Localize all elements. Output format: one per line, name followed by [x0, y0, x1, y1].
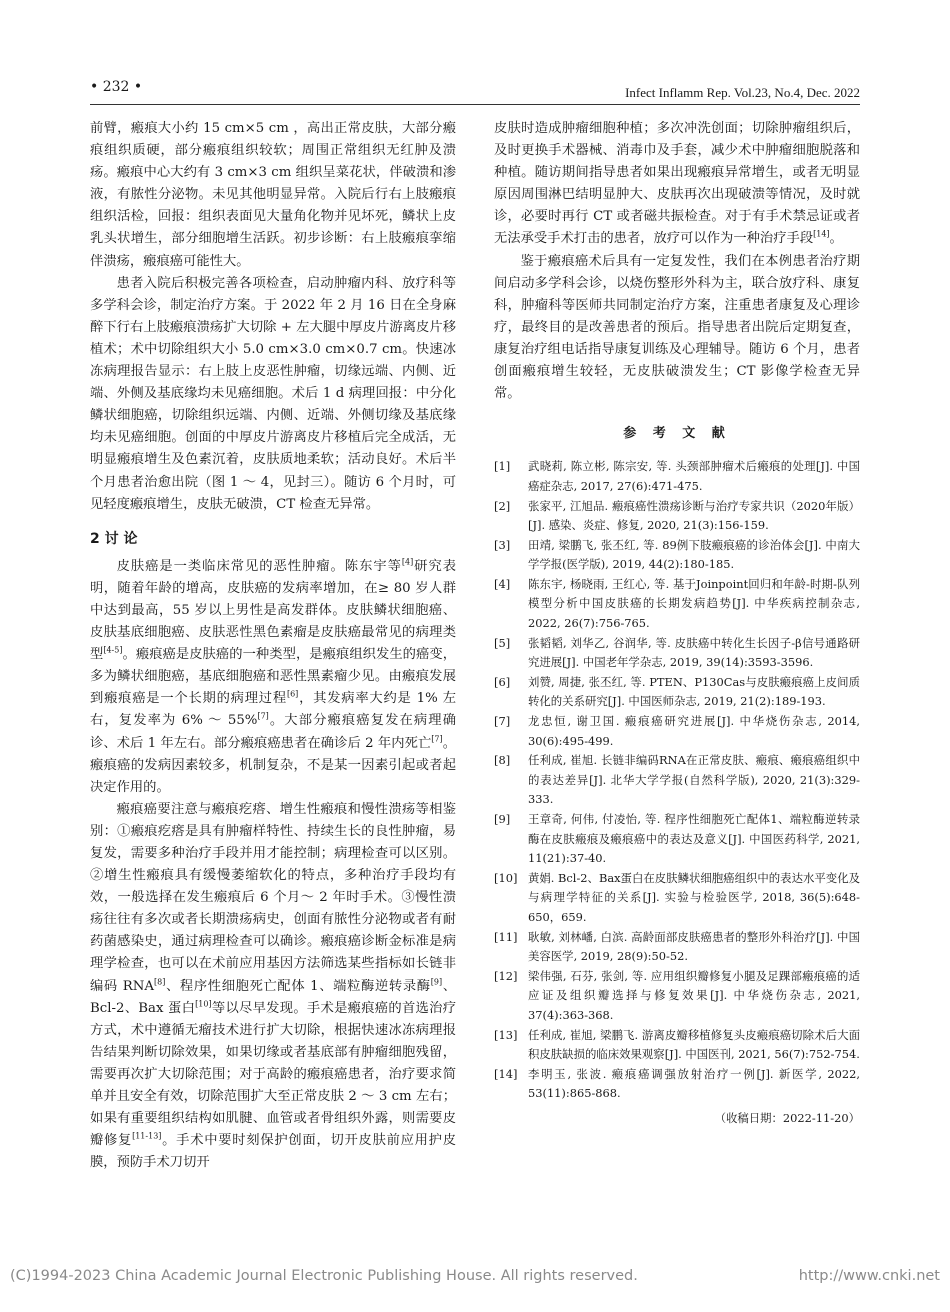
citation: [8]: [153, 977, 166, 987]
reference-number: [3]: [494, 537, 511, 552]
reference-number: [4]: [494, 576, 511, 591]
header-rule: [90, 104, 860, 105]
reference-number: [8]: [494, 753, 511, 768]
reference-item: [494, 1065, 860, 1104]
reference-text: 龙忠恒, 谢卫国. 瘢痕癌研究进展[J]. 中华烧伤杂志, 2014, 30(6):495-499.: [528, 714, 860, 748]
copyright-footer: [0, 1268, 950, 1284]
discussion-paragraph-3: 皮肤时造成肿瘤细胞种植；多次冲洗创面；切除肿瘤组织后，及时更换手术器械、消毒巾及手套，减少术中肿瘤细胞脱落和种植。随访期间指导患者如果出现瘢痕异常增生，或者无明显原因周围淋巴结明显肿大、皮肤再次出现破溃等情况，及时就诊，必要时再行 CT 或者磁共振检查。对于有手术禁忌证或者无法承受手术打击的患者，放疗可以作为一种治疗手段[14]。: [494, 121, 860, 247]
reference-number: [11]: [494, 929, 518, 944]
reference-text: 耿敏, 刘林嶓, 白滨. 高龄面部皮肤癌患者的整形外科治疗[J]. 中国美容医学, 2019, 28(9):50-52.: [528, 929, 860, 964]
reference-text: 王章奇, 何伟, 付凌怡, 等. 程序性细胞死亡配体1、端粒酶逆转录酶在皮肤瘢痕及瘢痕癌中的表达及意义[J]. 中国医药科学, 2021, 11(21):37-40.: [528, 812, 860, 866]
reference-item: [494, 457, 860, 496]
received-date: （收稿日期：2022-11-20）: [714, 1110, 860, 1125]
right-column: [494, 118, 860, 1129]
reference-number: [1]: [494, 459, 511, 474]
reference-list: [494, 457, 860, 1104]
copyright-notice: (C)1994-2023 China Academic Journal Electronic Publishing House. All rights reserved.: [10, 1268, 638, 1284]
reference-number: [14]: [494, 1066, 518, 1081]
reference-item: [494, 869, 860, 928]
reference-number: [5]: [494, 635, 511, 650]
reference-text: 李明玉, 张波. 瘢痕癌调强放射治疗一例[J]. 新医学, 2022, 53(11):865-868.: [528, 1066, 860, 1101]
discussion-paragraph-4: 鉴于瘢痕癌术后具有一定复发性，我们在本例患者治疗期间启动多学科会诊，以烧伤整形外科为主，联合放疗科、康复科，肿瘤科等医师共同制定治疗方案，注重患者康复及心理诊疗，最终目的是改善患者的预后。指导患者出院后定期复查，康复治疗组电话指导康复训练及心理辅导。随访 6 个月，患者创面瘢痕增生较轻，无皮肤破溃发生；CT 影像学检查无异常。: [494, 253, 860, 402]
reference-number: [2]: [494, 498, 511, 513]
reference-item: [494, 634, 860, 673]
reference-number: [12]: [494, 968, 518, 983]
citation: [11-13]: [132, 1131, 162, 1141]
citation: [10]: [195, 999, 212, 1009]
citation: [14]: [813, 230, 830, 240]
reference-text: 武晓莉, 陈立彬, 陈宗安, 等. 头颈部肿瘤术后瘢痕的处理[J]. 中国癌症杂志, 2017, 27(6):471-475.: [528, 459, 860, 493]
reference-item: [494, 712, 860, 751]
reference-text: 任利成, 崔旭, 梁鹏飞. 游离皮瓣移植修复头皮瘢痕癌切除术后大面积皮肤缺损的临床效果观察[J]. 中国医刊, 2021, 56(7):752-754.: [528, 1027, 860, 1062]
reference-text: 田靖, 梁鹏飞, 张丕红, 等. 89例下肢瘢痕癌的诊治体会[J]. 中南大学学报(医学版), 2019, 44(2):180-185.: [528, 537, 860, 572]
discussion-paragraph-2: 瘢痕癌要注意与瘢痕疙瘩、增生性瘢痕和慢性溃疡等相鉴别：①瘢痕疙瘩是具有肿瘤样特性、持续生长的良性肿瘤，易复发，需要多种治疗手段并用才能控制；病理检查可以区别。②增生性瘢痕具有缓慢萎缩软化的特点，多种治疗手段均有效，一般选择在发生瘢痕后 6 个月～ 2 年时手术。③慢性溃疡往往有多次或者长期溃疡病史，创面有脓性分泌物或者有耐药菌感染史，通过病理检查可以确诊。瘢痕癌诊断金标准是病理学检查，也可以在术前应用基因方法筛选某些指标如长链非编码 RNA[8]、程序性细胞死亡配体 1、端粒酶逆转录酶[9]、Bcl-2、Bax 蛋白[10]等以尽早发现。手术是瘢痕癌的首选治疗方式，术中遵循无瘤技术进行扩大切除，根据快速冰冻病理报告结果判断切除效果，如果切缘或者基底部有肿瘤细胞残留，需要再次扩大切除范围；对于高龄的瘢痕癌患者，治疗要求简单并且安全有效，切除范围扩大至正常皮肤 2 ～ 3 cm 左右；如果有重要组织结构如肌腱、血管或者骨组织外露，则需要皮瓣修复[11-13]。手术中要时刻保护创面，切开皮肤前应用护皮膜，预防手术刀切开: [90, 801, 457, 1171]
reference-number: [9]: [494, 812, 511, 826]
reference-text: 张家平, 江旭品. 瘢痕癌性溃疡诊断与治疗专家共识（2020年版）[J]. 感染、炎症、修复, 2020, 21(3):156-159.: [528, 498, 860, 533]
reference-number: [7]: [494, 714, 511, 729]
reference-number: [6]: [494, 674, 511, 689]
reference-item: [494, 751, 860, 810]
reference-number: [10]: [494, 870, 518, 885]
reference-text: 任利成, 崔旭. 长链非编码RNA在正常皮肤、瘢痕、瘢痕癌组织中的表达差异[J]. 北华大学学报(自然科学版), 2020, 21(3):329-333.: [528, 753, 860, 807]
discussion-paragraph-1: 皮肤癌是一类临床常见的恶性肿瘤。陈东宇等[4]研究表明，随着年龄的增高，皮肤癌的发病率增加，在≥ 80 岁人群中达到最高，55 岁以上男性是高发群体。皮肤鳞状细胞癌、皮肤基底细胞癌、皮肤恶性黑色素瘤是皮肤癌最常见的病理类型[4-5]。瘢痕癌是皮肤癌的一种类型，是瘢痕组织发生的癌变，多为鳞状细胞癌，基底细胞癌和恶性黑素瘤少见。由瘢痕发展到瘢痕癌是一个长期的病理过程[6]，其发病率大约是 1% 左右，复发率为 6% ～ 55%[7]。大部分瘢痕癌复发在病理确诊、术后 1 年左右。部分瘢痕癌患者在确诊后 2 年内死亡[7]。瘢痕癌的发病因素较多，机制复杂，不是某一因素引起或者起决定作用的。: [90, 557, 457, 795]
citation: [6]: [286, 689, 299, 699]
reference-text: 陈东宇, 杨晓雨, 王红心, 等. 基于Joinpoint回归和年龄-时期-队列模型分析中国皮肤癌的长期发病趋势[J]. 中华疾病控制杂志, 2022, 26(7):756-765.: [528, 576, 860, 631]
reference-item: [494, 810, 860, 869]
journal-citation: Infect Inflamm Rep. Vol.23, No.4, Dec. 2022: [625, 85, 860, 100]
reference-text: 梁伟强, 石芬, 张剑, 等. 应用组织瓣修复小腿及足踝部瘢痕癌的适应证及组织瓣选择与修复效果[J]. 中华烧伤杂志, 2021, 37(4):363-368.: [528, 968, 860, 1022]
citation: [4-5]: [103, 645, 123, 655]
left-column: [90, 118, 456, 1174]
citation: [7]: [257, 712, 269, 722]
reference-item: [494, 536, 860, 575]
reference-item: [494, 673, 860, 712]
citation: [9]: [430, 977, 443, 987]
section-heading-discussion: 2 讨 论: [90, 530, 138, 547]
reference-item: [494, 928, 860, 967]
reference-item: [494, 967, 860, 1026]
reference-item: [494, 575, 860, 634]
reference-item: [494, 1026, 860, 1065]
reference-text: 刘赞, 周捷, 张丕红, 等. PTEN、P130Cas与皮肤瘢痕癌上皮间质转化的关系研究[J]. 中国医师杂志, 2019, 21(2):189-193.: [528, 674, 860, 709]
case-paragraph-2: 患者入院后积极完善各项检查，启动肿瘤内科、放疗科等多学科会诊，制定治疗方案。于 2022 年 2 月 16 日在全身麻醉下行右上肢瘢痕溃疡扩大切除 + 左大腿中厚皮片游离皮片移植术；术中切除组织大小 5.0 cm×3.0 cm×0.7 cm。快速冰冻病理报告显示：右上肢上皮恶性肿瘤，切缘远端、内侧、近端、外侧及基底缘均未见癌细胞。术后 1 d 病理回报：中分化鳞状细胞癌，切除组织远端、内侧、近端、外侧切缘及基底缘均未见癌细胞。创面的中厚皮片游离皮片移植后完全成活，无明显瘢痕增生及色素沉着，皮肤质地柔软；活动良好。术后半个月患者治愈出院（图 1 ～ 4，见封三）。随访 6 个月时，可见轻度瘢痕增生，皮肤无破溃，CT 检查无异常。: [90, 275, 456, 512]
page-number: • 232 •: [90, 79, 143, 95]
citation: [4]: [401, 557, 414, 567]
reference-number: [13]: [494, 1027, 518, 1042]
reference-text: 张韬韬, 刘华乙, 谷润华, 等. 皮肤癌中转化生长因子-β信号通路研究进展[J]. 中国老年学杂志, 2019, 39(14):3593-3596.: [528, 635, 860, 670]
reference-text: 黄娟. Bcl-2、Bax蛋白在皮肤鳞状细胞癌组织中的表达水平变化及与病理学特征的关系[J]. 实验与检验医学, 2018, 36(5):648-650，659.: [528, 870, 860, 924]
cnki-url[interactable]: http://www.cnki.net: [798, 1268, 940, 1284]
references-heading: 参 考 文 献: [623, 426, 731, 442]
reference-item: [494, 497, 860, 536]
case-paragraph-1: 前臂，瘢痕大小约 15 cm×5 cm ，高出正常皮肤，大部分瘢痕组织质硬，部分瘢痕组织较软；周围正常组织无红肿及溃疡。瘢痕中心大约有 3 cm×3 cm 组织呈菜花状，伴破溃和渗液，有脓性分泌物。未见其他明显异常。入院后行右上肢瘢痕组织活检，回报：组织表面见大量角化物并见坏死，鳞状上皮乳头状增生，部分细胞增生活跃。初步诊断：右上肢瘢痕挛缩伴溃疡，瘢痕癌可能性大。: [90, 121, 456, 269]
citation: [7]: [431, 734, 443, 744]
